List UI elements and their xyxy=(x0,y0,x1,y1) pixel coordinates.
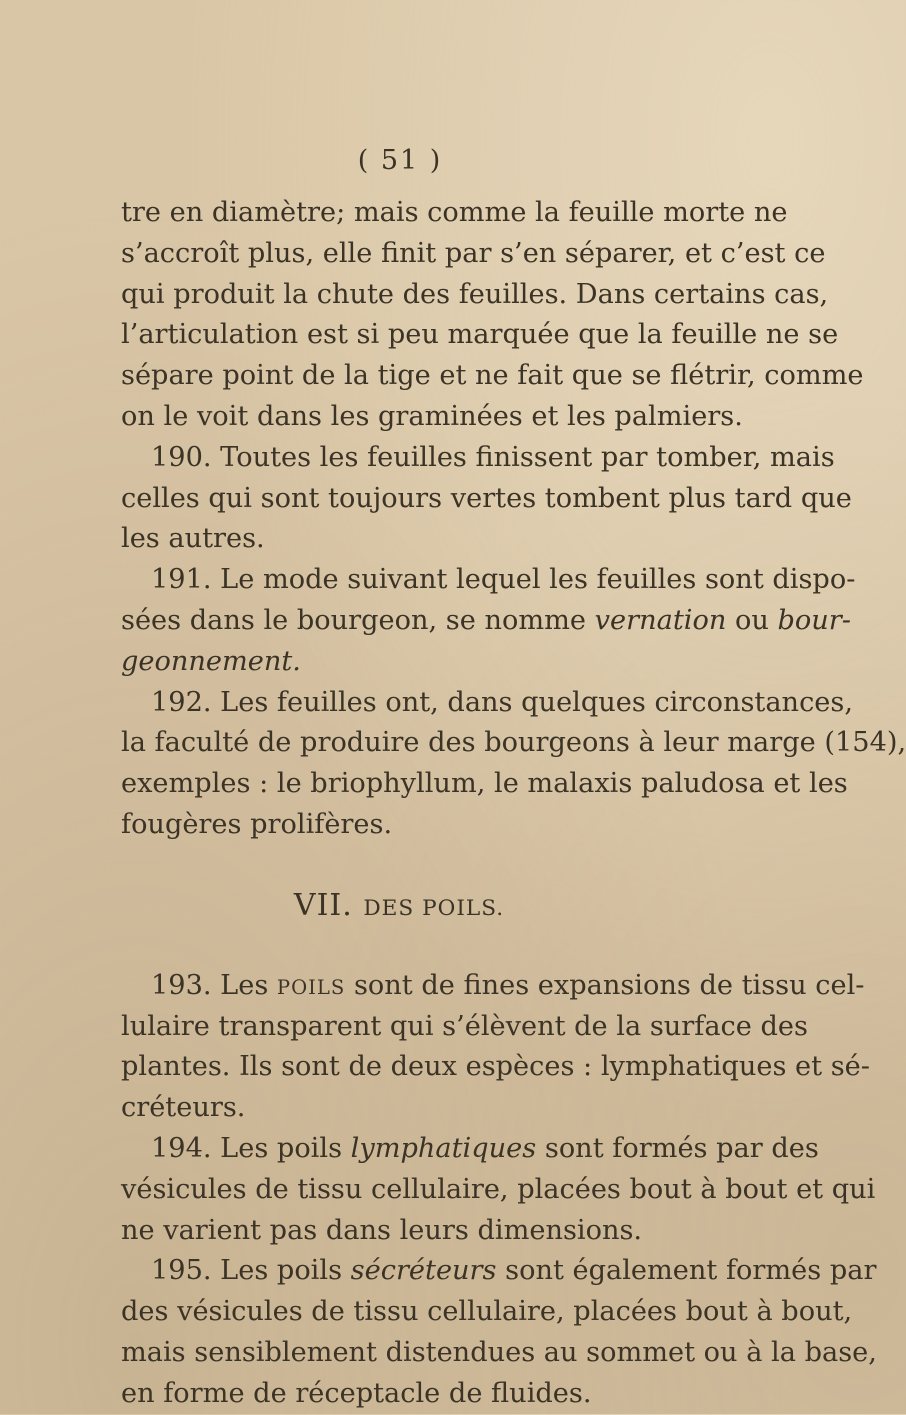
text-segment: on le voit dans les graminées et les palmiers. xyxy=(121,400,743,432)
text-line xyxy=(121,1374,677,1415)
text-segment: sépare point de la tige et ne fait que se flétrir, comme xyxy=(121,360,864,392)
paragraph-191-line xyxy=(121,560,856,601)
text-line xyxy=(121,642,677,683)
text-segment: tre en diamètre; mais comme la feuille morte ne xyxy=(121,197,788,228)
paragraph-194-line xyxy=(121,1129,819,1170)
text-segment: sées dans le bourgeon, se nomme xyxy=(121,604,595,636)
text-segment: vésicules de tissu cellulaire, placées bout à bout et qui xyxy=(121,1173,876,1205)
text-segment: fougères prolifères. xyxy=(121,808,393,840)
text-segment: 193. Les xyxy=(151,969,277,1001)
text-line xyxy=(121,275,829,316)
text-segment: qui produit la chute des feuilles. Dans certains cas, xyxy=(121,278,829,310)
text-line xyxy=(121,1292,853,1333)
paragraph-192-line xyxy=(121,683,853,724)
text-segment: mais sensiblement distendues au sommet ou à la base, xyxy=(121,1336,877,1368)
text-line xyxy=(121,1007,808,1048)
italic-term: geonnement. xyxy=(121,645,301,677)
text-line xyxy=(121,1170,876,1211)
text-segment: s’accroît plus, elle finit par s’en séparer, et c’est ce xyxy=(121,237,826,269)
text-segment: la faculté de produire des bourgeons à leur marge (154), xyxy=(121,727,906,759)
text-line xyxy=(121,805,677,846)
text-segment: sont également formés par xyxy=(496,1255,877,1287)
text-segment: ou xyxy=(726,604,778,636)
text-line xyxy=(121,1088,677,1129)
text-line xyxy=(121,356,864,397)
italic-term: vernation xyxy=(594,604,727,636)
text-line xyxy=(121,1047,870,1088)
text-segment: plantes. Ils sont de deux espèces : lymphatiques et sé- xyxy=(121,1051,870,1083)
paragraph-195-line xyxy=(121,1251,877,1292)
text-line xyxy=(121,1211,677,1252)
paragraph-193-line xyxy=(121,966,865,1007)
section-title: DES POILS. xyxy=(363,895,505,921)
text-line xyxy=(121,315,839,356)
text-segment: créteurs. xyxy=(121,1092,246,1124)
paragraph-190-line xyxy=(121,438,835,479)
text-line xyxy=(121,601,851,642)
text-line xyxy=(121,723,906,764)
section-heading xyxy=(121,846,677,966)
text-segment: les autres. xyxy=(121,523,265,555)
text-segment: ne varient pas dans leurs dimensions. xyxy=(121,1214,643,1246)
body-text xyxy=(121,193,906,1415)
text-segment: lulaire transparent qui s’élèvent de la surface des xyxy=(121,1010,808,1042)
italic-term: lymphatiques xyxy=(350,1132,537,1164)
text-segment: celles qui sont toujours vertes tombent plus tard que xyxy=(121,482,852,514)
text-line xyxy=(121,479,852,520)
text-segment: exemples : le briophyllum, le malaxis paludosa et les xyxy=(121,768,848,800)
text-segment: en forme de réceptacle de fluides. xyxy=(121,1377,592,1409)
text-line xyxy=(121,519,677,560)
text-line xyxy=(121,764,848,805)
text-segment: sont formés par des xyxy=(536,1132,819,1164)
section-number: VII. xyxy=(293,887,364,923)
text-segment: l’articulation est si peu marquée que la feuille ne se xyxy=(121,319,839,351)
text-line xyxy=(121,234,826,275)
text-segment: 192. Les feuilles ont, dans quelques circonstances, xyxy=(151,686,853,718)
text-segment: 190. Toutes les feuilles finissent par tomber, mais xyxy=(151,441,835,473)
italic-term: sécréteurs xyxy=(350,1255,497,1287)
text-segment: 195. Les poils xyxy=(151,1255,351,1287)
small-caps-term: POILS xyxy=(276,975,346,999)
text-segment: 194. Les poils xyxy=(151,1132,351,1164)
text-line xyxy=(121,397,743,438)
text-segment: des vésicules de tissu cellulaire, placées bout à bout, xyxy=(121,1296,853,1328)
text-line xyxy=(121,1333,877,1374)
text-segment: 191. Le mode suivant lequel les feuilles sont dispo- xyxy=(151,564,856,596)
page-number: ( 51 ) xyxy=(357,145,443,176)
text-line xyxy=(121,193,788,234)
text-segment: sont de fines expansions de tissu cel- xyxy=(345,969,865,1001)
italic-term: bour- xyxy=(777,604,851,636)
